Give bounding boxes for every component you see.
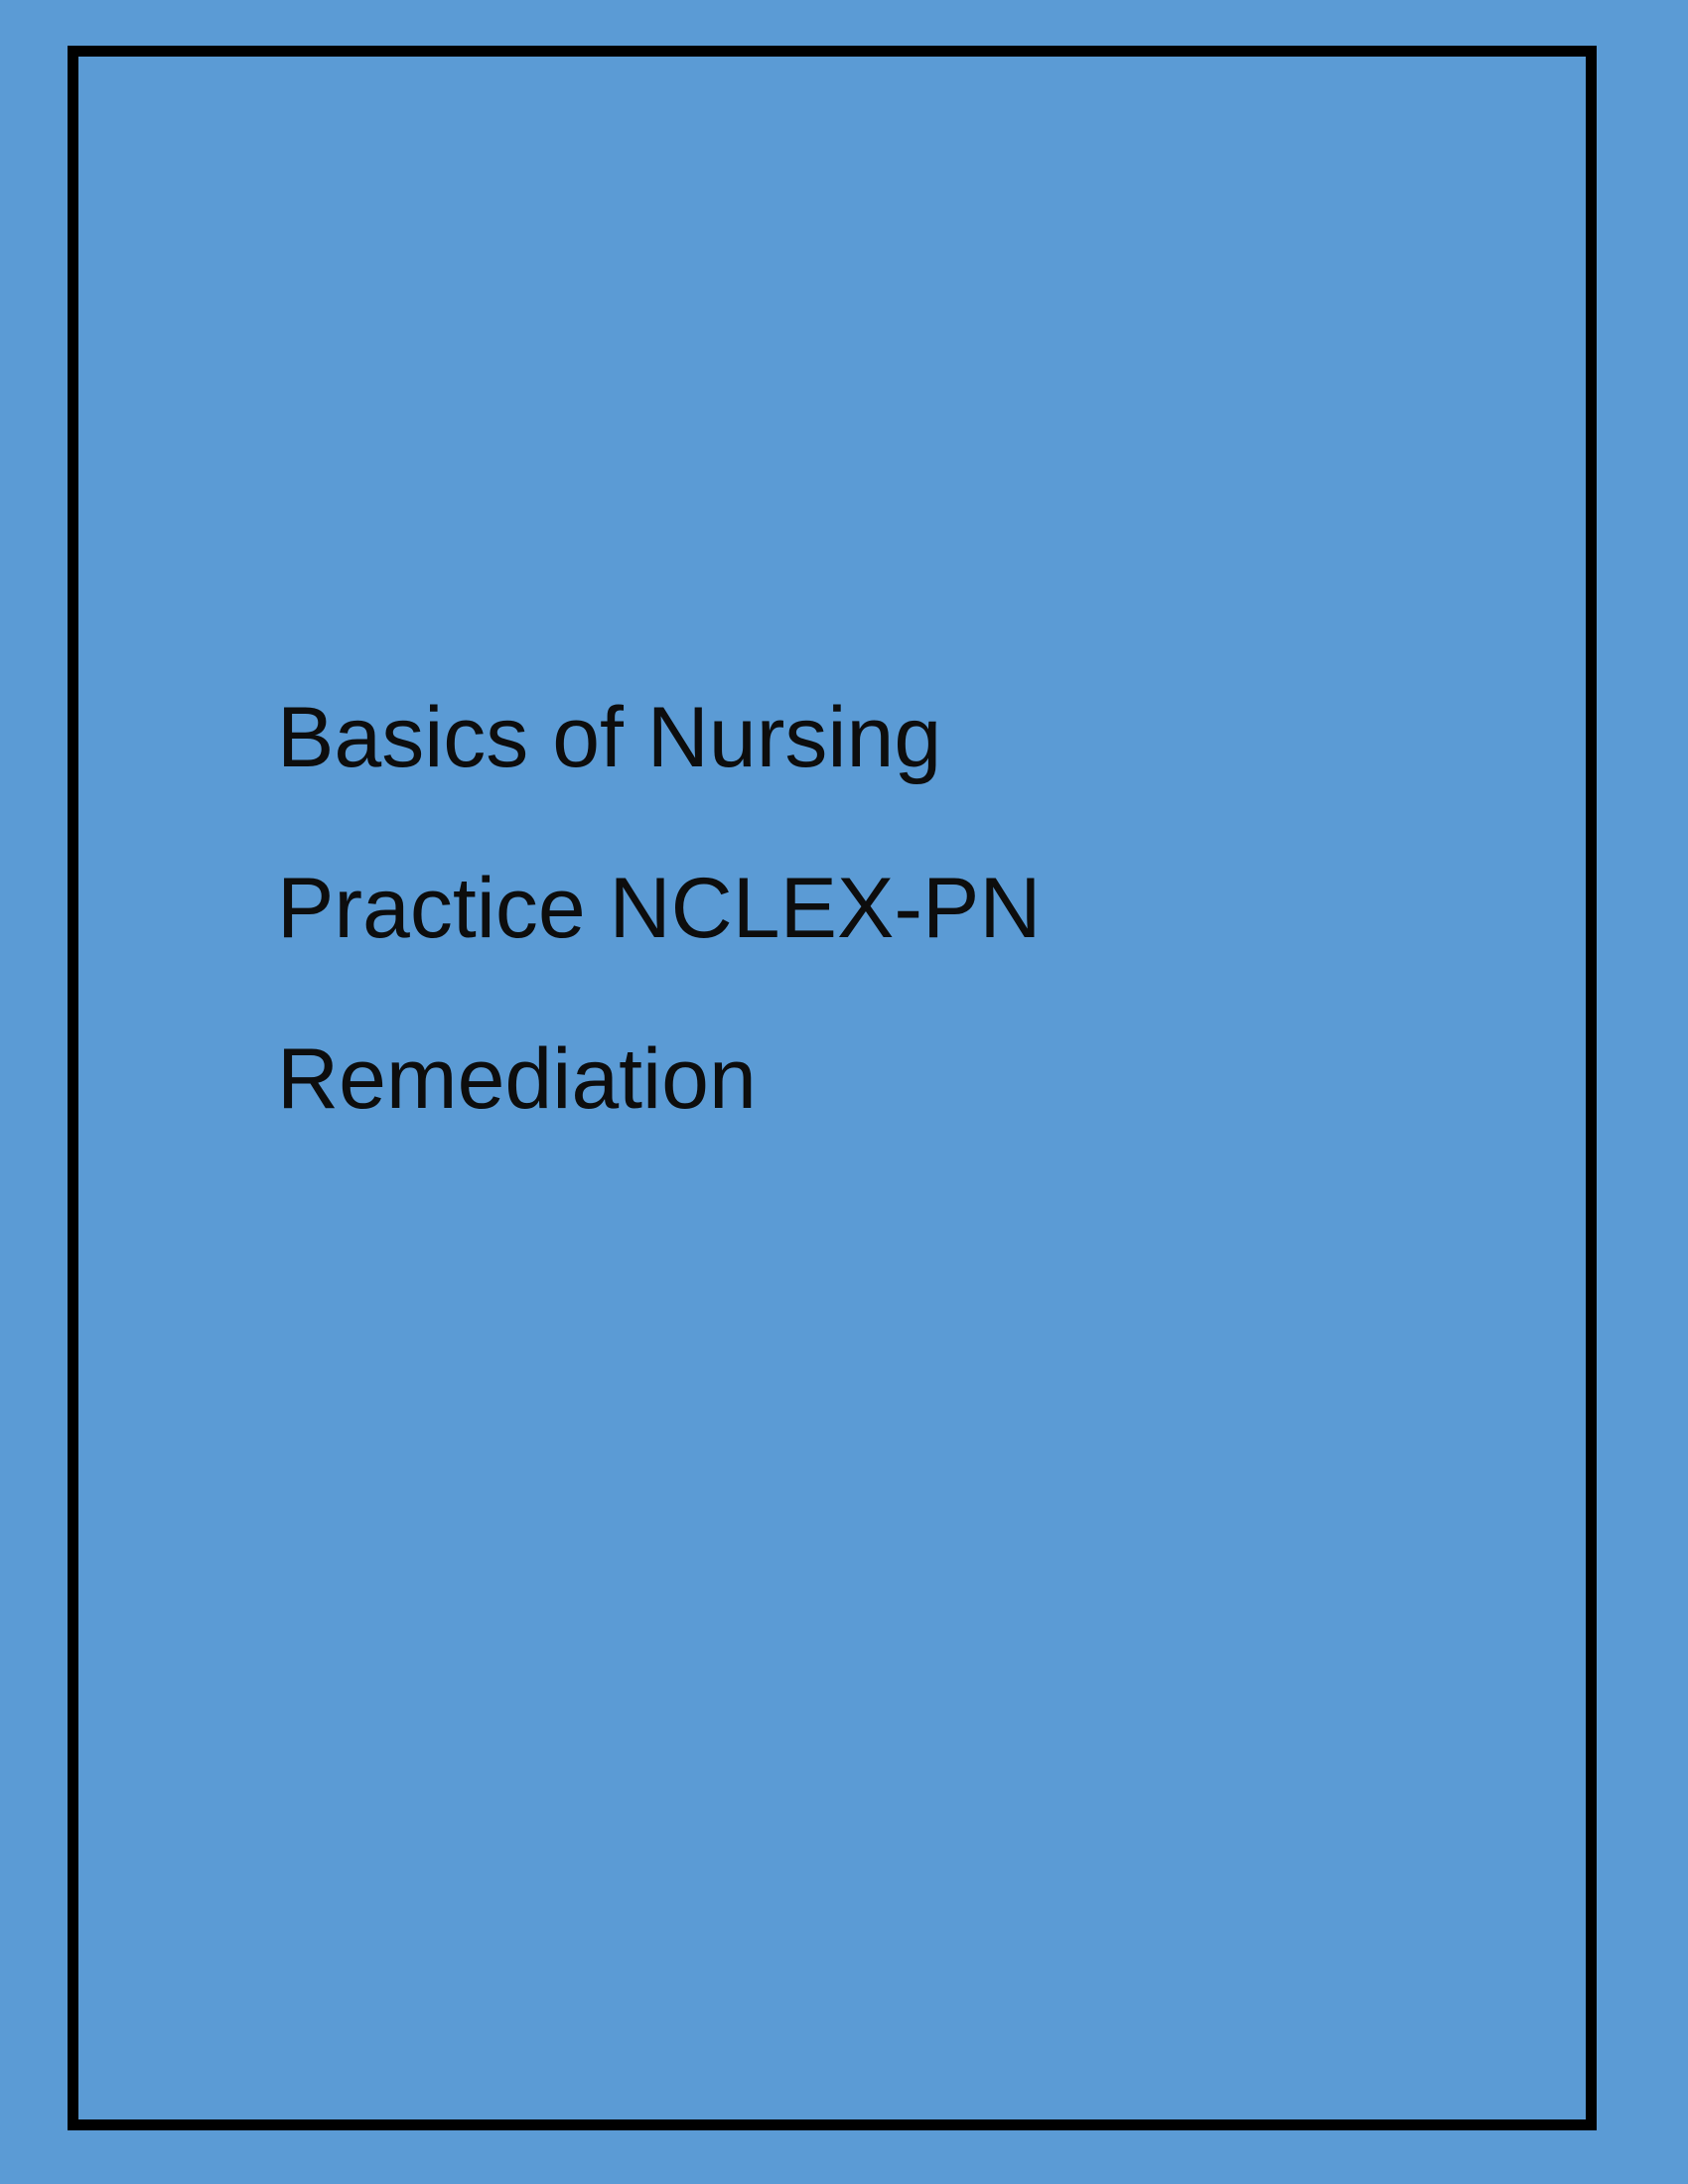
page-title-line-2: Practice NCLEX-PN [277, 861, 1042, 956]
cover-title-block [277, 652, 1369, 1164]
cover-border-frame [68, 46, 1597, 2130]
page-title-line-1: Basics of Nursing [277, 690, 942, 785]
page-title-line-3: Remediation [277, 1031, 757, 1127]
